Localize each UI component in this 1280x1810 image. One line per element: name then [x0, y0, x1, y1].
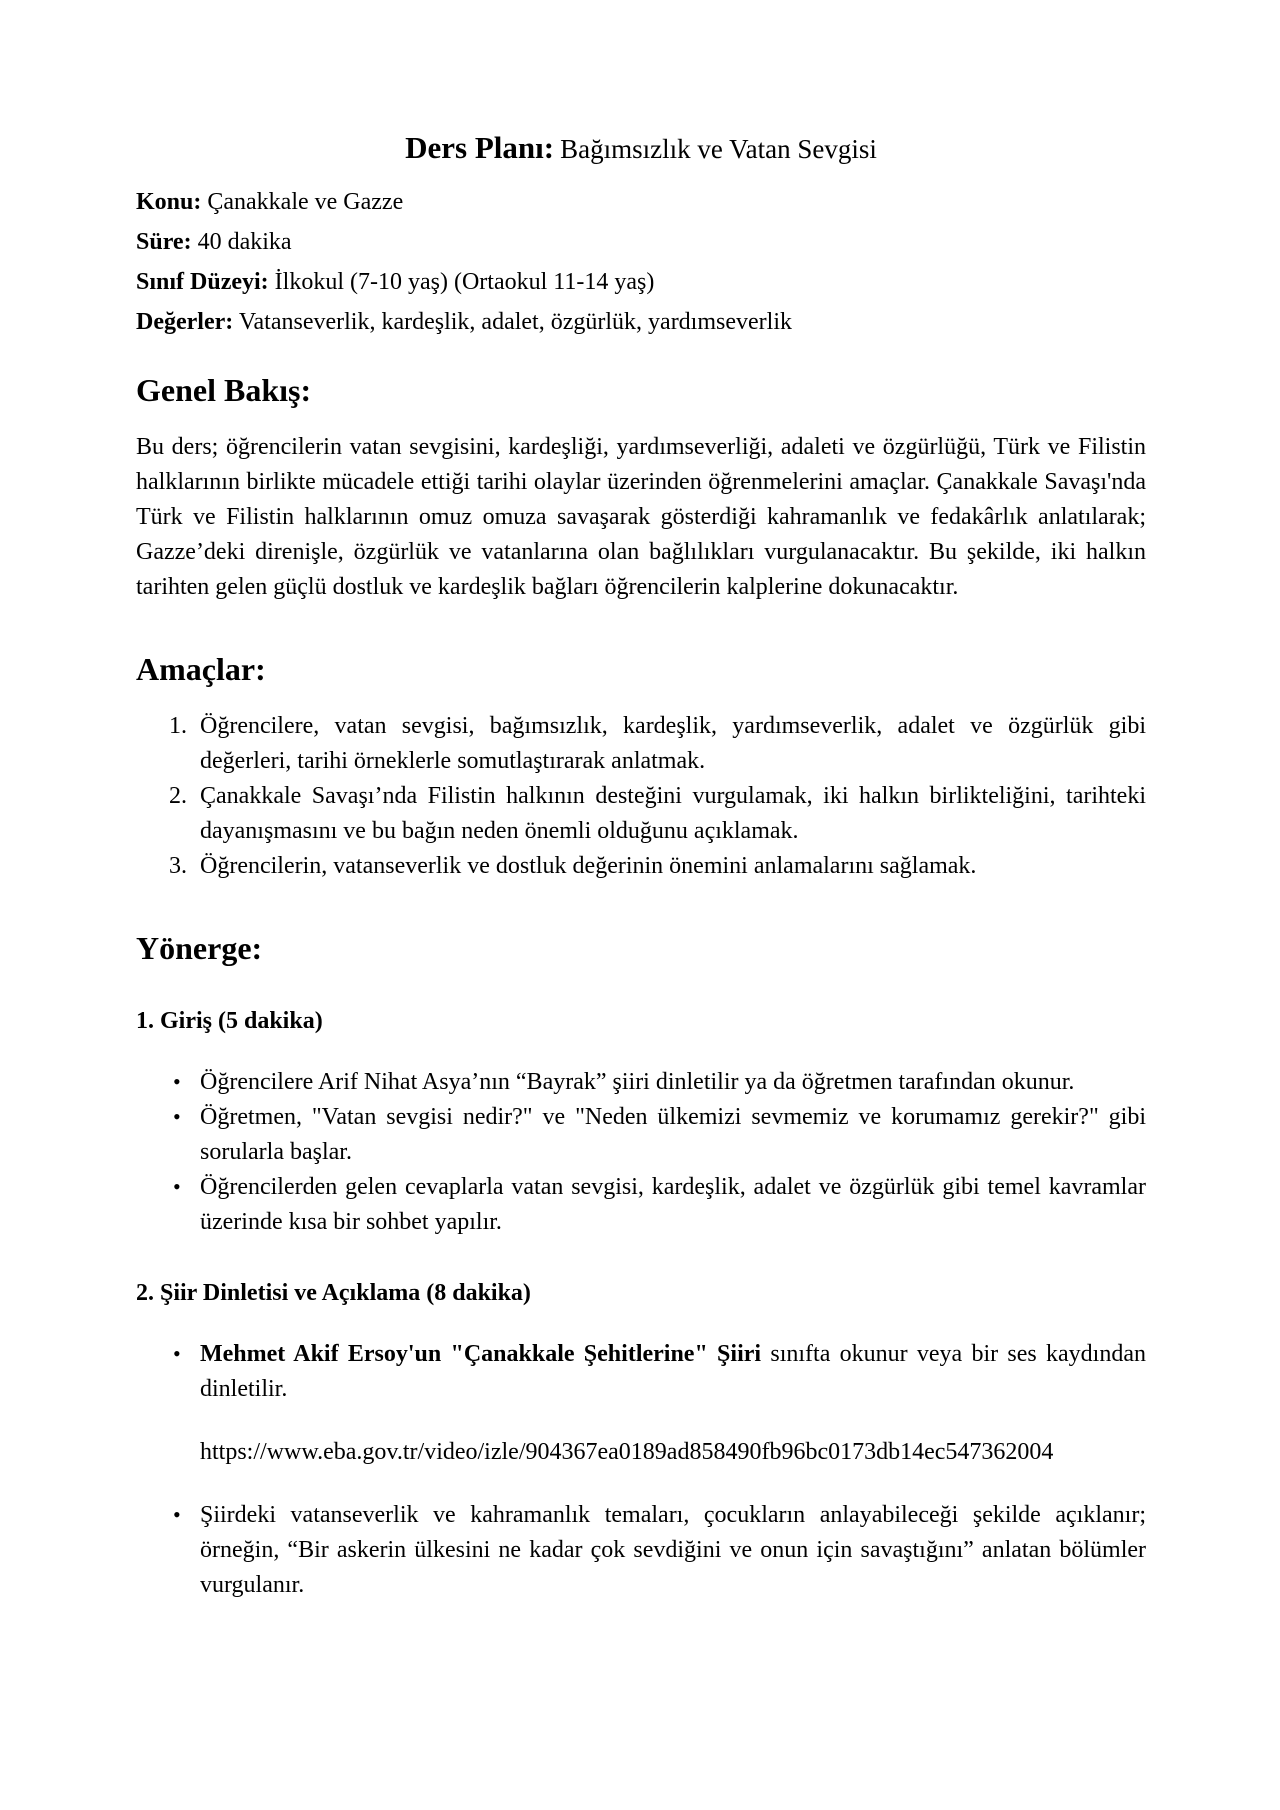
meta-sure-label: Süre:: [136, 229, 192, 255]
list-item: [136, 1170, 1146, 1240]
meta-sure-value: 40 dakika: [197, 229, 292, 255]
section-heading-yonerge: Yönerge:: [136, 930, 263, 966]
subsection-giris-title: 1. Giriş (5 dakika): [136, 1008, 323, 1034]
bullet-icon: •: [173, 1104, 181, 1129]
list-item-text: Öğrencilerden gelen cevaplarla vatan sevgisi, kardeşlik, adalet ve özgürlük gibi temel kavramlar üzerinde kısa bir sohbet yapılır.: [200, 1174, 1146, 1235]
eba-video-url: https://www.eba.gov.tr/video/izle/904367ea0189ad858490fb96bc0173db14ec547362004: [200, 1439, 1054, 1465]
list-item: [136, 1100, 1146, 1170]
document-title-text: Bağımsızlık ve Vatan Sevgisi: [560, 134, 877, 164]
meta-degerler-value: Vatanseverlik, kardeşlik, adalet, özgürlük, yardımseverlik: [238, 309, 792, 335]
objective-item-text: Çanakkale Savaşı’nda Filistin halkının desteğini vurgulamak, iki halkın birlikteliğini, tarihteki dayanışmasını ve bu bağın neden önemli olduğunu açıklamak.: [200, 783, 1146, 844]
meta-degerler: [136, 305, 1146, 340]
subsection-siir-dinletisi-title: 2. Şiir Dinletisi ve Açıklama (8 dakika): [136, 1280, 531, 1306]
meta-konu: [136, 185, 1146, 220]
poem-reference-rest: sınıfta okunur veya bir ses kaydından dinletilir.: [200, 1341, 1147, 1402]
objective-item: [136, 849, 1146, 884]
meta-konu-label: Konu:: [136, 189, 202, 215]
list-item: [136, 1498, 1146, 1603]
objective-item-number: 2.: [169, 783, 187, 809]
meta-konu-value: Çanakkale ve Gazze: [207, 189, 404, 215]
siir-bullet-list-bottom: [136, 1498, 1146, 1603]
objective-item: [136, 779, 1146, 849]
poem-reference-bold: Mehmet Akif Ersoy'un "Çanakkale Şehitlerine" Şiiri: [200, 1341, 762, 1367]
document-title-label: Ders Planı:: [405, 130, 555, 165]
document-title: [136, 130, 1146, 169]
bullet-icon: •: [173, 1341, 181, 1366]
list-item-text: Şiirdeki vatanseverlik ve kahramanlık temaları, çocukların anlayabileceği şekilde açıklanır; örneğin, “Bir askerin ülkesini ne kadar çok sevdiğini ve onun için savaştığını” anlatan bölümler vurgulanır.: [200, 1502, 1146, 1598]
meta-sinif-duzeyi: [136, 265, 1146, 300]
objective-item-text: Öğrencilere, vatan sevgisi, bağımsızlık, kardeşlik, yardımseverlik, adalet ve özgürlük gibi değerleri, tarihi örneklerle somutlaştırarak anlatmak.: [200, 713, 1146, 774]
meta-degerler-label: Değerler:: [136, 309, 234, 335]
siir-bullet-list-top: [136, 1337, 1146, 1407]
objective-item-text: Öğrencilerin, vatanseverlik ve dostluk değerinin önemini anlamalarını sağlamak.: [200, 853, 977, 879]
bullet-icon: •: [173, 1069, 181, 1094]
list-item: [136, 1065, 1146, 1100]
section-heading-amaclar: Amaçlar:: [136, 651, 266, 687]
section-heading-genel-bakis: Genel Bakış:: [136, 372, 312, 408]
giris-bullet-list: [136, 1065, 1146, 1240]
list-item-text: Öğretmen, "Vatan sevgisi nedir?" ve "Neden ülkemizi sevmemiz ve korumamız gerekir?" gibi sorularla başlar.: [200, 1104, 1146, 1165]
objective-item-number: 1.: [169, 713, 187, 739]
objective-item: [136, 709, 1146, 779]
bullet-icon: •: [173, 1502, 181, 1527]
list-item: [136, 1337, 1146, 1407]
objective-item-number: 3.: [169, 853, 187, 879]
objectives-list: [136, 709, 1146, 884]
meta-sinif-duzeyi-value: İlkokul (7-10 yaş) (Ortaokul 11-14 yaş): [274, 269, 655, 295]
bullet-icon: •: [173, 1174, 181, 1199]
overview-paragraph: Bu ders; öğrencilerin vatan sevgisini, kardeşliği, yardımseverliği, adaleti ve özgürlüğü, Türk ve Filistin halklarının birlikte mücadele ettiği tarihi olaylar üzerinden öğrenmelerini amaçlar. Çanakkale Savaşı'nda Türk ve Filistin halklarının omuz omuza savaşarak gösterdiği kahramanlık ve fedakârlık anlatılarak; Gazze’deki direnişle, özgürlük ve vatanlarına olan bağlılıkları vurgulanacaktır. Bu şekilde, iki halkın tarihten gelen güçlü dostluk ve kardeşlik bağları öğrencilerin kalplerine dokunacaktır.: [136, 434, 1146, 600]
meta-sure: [136, 225, 1146, 260]
meta-sinif-duzeyi-label: Sınıf Düzeyi:: [136, 269, 269, 295]
list-item-text: Öğrencilere Arif Nihat Asya’nın “Bayrak” şiiri dinletilir ya da öğretmen tarafından okunur.: [200, 1069, 1075, 1095]
